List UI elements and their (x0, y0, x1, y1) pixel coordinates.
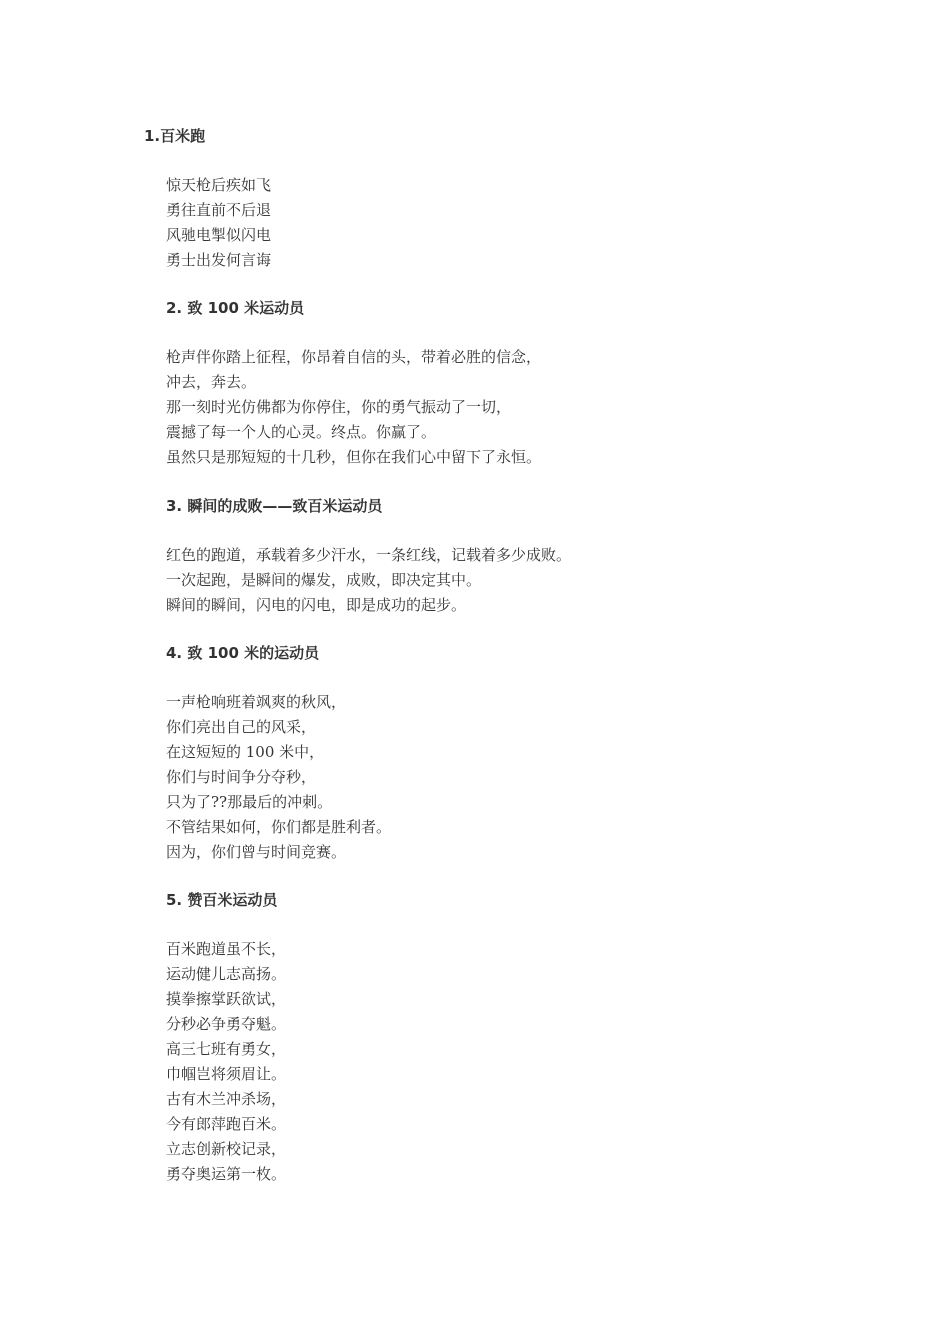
section-title-1: 1.百米跑 (144, 127, 206, 145)
poem-line: 巾帼岂将须眉让。 (166, 1065, 287, 1083)
poem-line: 你们与时间争分夺秒， (166, 768, 317, 786)
poem-stanza-1 (166, 173, 271, 273)
poem-line: 勇夺奥运第一枚。 (166, 1165, 287, 1183)
poem-line: 百米跑道虽不长， (166, 940, 287, 958)
poem-line: 红色的跑道，承载着多少汗水，一条红线，记载着多少成败。 (166, 546, 572, 564)
poem-line: 运动健儿志高扬。 (166, 965, 287, 983)
poem-line: 枪声伴你踏上征程，你昂着自信的头，带着必胜的信念， (166, 348, 542, 366)
poem-line: 震撼了每一个人的心灵。终点。你赢了。 (166, 423, 437, 441)
poem-line: 立志创新校记录， (166, 1140, 287, 1158)
poem-line: 一声枪响班着飒爽的秋风， (166, 693, 347, 711)
poem-line: 今有郎萍跑百米。 (166, 1115, 287, 1133)
poem-line: 惊天枪后疾如飞 (166, 176, 272, 194)
poem-line: 勇往直前不后退 (166, 201, 272, 219)
poem-stanza-5 (166, 937, 286, 1187)
poem-line: 你们亮出自己的风采， (166, 718, 317, 736)
poem-line: 不管结果如何，你们都是胜利者。 (166, 818, 392, 836)
poem-line: 因为，你们曾与时间竞赛。 (166, 843, 347, 861)
poem-line: 在这短短的 100 米中， (166, 743, 325, 761)
poem-line: 虽然只是那短短的十几秒，但你在我们心中留下了永恒。 (166, 448, 542, 466)
poem-line: 风驰电掣似闪电 (166, 226, 272, 244)
poem-stanza-4 (166, 690, 391, 865)
poem-line: 分秒必争勇夺魁。 (166, 1015, 287, 1033)
poem-line: 瞬间的瞬间，闪电的闪电，即是成功的起步。 (166, 596, 467, 614)
poem-line: 一次起跑，是瞬间的爆发，成败，即决定其中。 (166, 571, 482, 589)
section-title-4: 4. 致 100 米的运动员 (166, 644, 320, 662)
poem-line: 只为了??那最后的冲刺。 (166, 793, 333, 811)
poem-stanza-3 (166, 543, 571, 618)
section-title-2: 2. 致 100 米运动员 (166, 299, 305, 317)
poem-line: 冲去，奔去。 (166, 373, 257, 391)
poem-line: 勇士出发何言诲 (166, 251, 272, 269)
poem-line: 摸拳擦掌跃欲试， (166, 990, 287, 1008)
poem-stanza-2 (166, 345, 541, 470)
section-title-3: 3. 瞬间的成败——致百米运动员 (166, 497, 383, 515)
poem-line: 那一刻时光仿佛都为你停住，你的勇气振动了一切， (166, 398, 512, 416)
poem-line: 古有木兰冲杀场， (166, 1090, 287, 1108)
poem-line: 高三七班有勇女， (166, 1040, 287, 1058)
section-title-5: 5. 赞百米运动员 (166, 891, 278, 909)
